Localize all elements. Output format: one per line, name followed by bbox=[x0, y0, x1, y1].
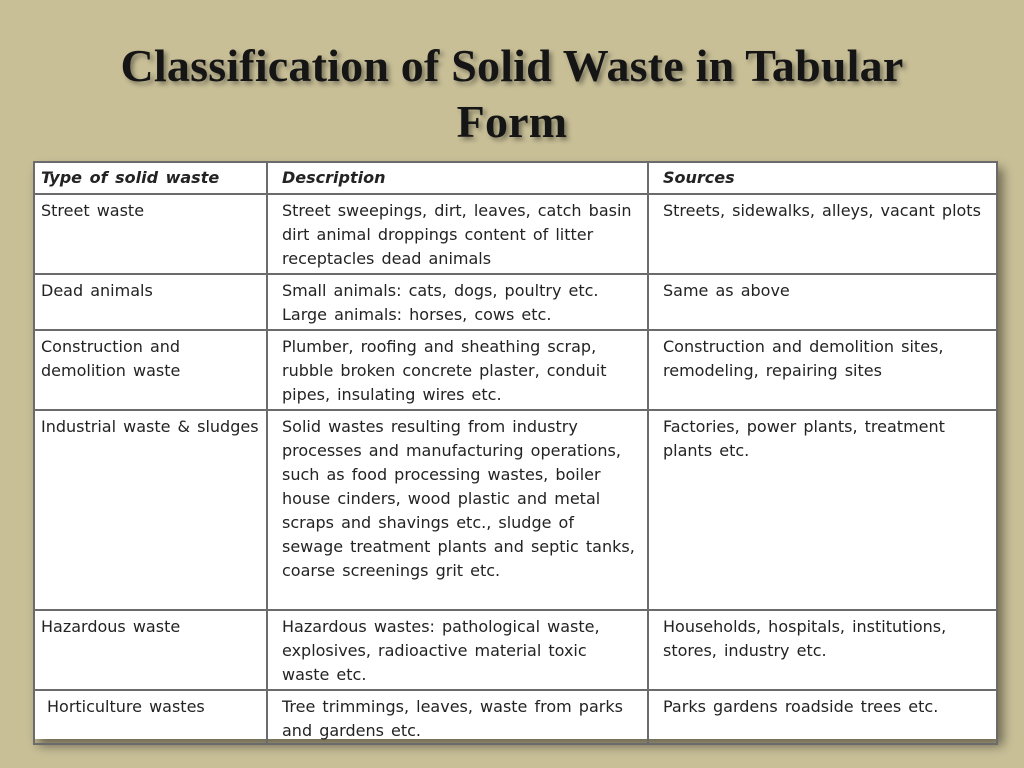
cell-description: Street sweepings, dirt, leaves, catch basin dirt animal droppings content of litter receptacles dead animals bbox=[267, 194, 648, 274]
waste-classification-table bbox=[33, 161, 998, 745]
cell-description: Small animals: cats, dogs, poultry etc. Large animals: horses, cows etc. bbox=[267, 274, 648, 330]
slide-title-line-1: Classification of Solid Waste in Tabular bbox=[120, 40, 904, 91]
cell-sources: Households, hospitals, institutions, stores, industry etc. bbox=[648, 610, 997, 690]
table-row-horticulture-wastes bbox=[34, 690, 997, 744]
table-row-hazardous-waste bbox=[34, 610, 997, 690]
cell-type: Horticulture wastes bbox=[34, 690, 267, 744]
header-type: Type of solid waste bbox=[34, 162, 267, 194]
cell-type: Construction and demolition waste bbox=[34, 330, 267, 410]
cell-sources: Factories, power plants, treatment plants etc. bbox=[648, 410, 997, 610]
cell-sources: Construction and demolition sites, remodeling, repairing sites bbox=[648, 330, 997, 410]
table-header-row bbox=[34, 162, 997, 194]
table-row-dead-animals bbox=[34, 274, 997, 330]
cell-type: Industrial waste & sludges bbox=[34, 410, 267, 610]
cell-sources: Parks gardens roadside trees etc. bbox=[648, 690, 997, 744]
cell-description: Solid wastes resulting from industry processes and manufacturing operations, such as food processing wastes, boiler house cinders, wood plastic and metal scraps and shavings etc., sludge of sewage treatment plants and septic tanks, coarse screenings grit etc. bbox=[267, 410, 648, 610]
table-row-construction-demolition bbox=[34, 330, 997, 410]
table-row-industrial-waste bbox=[34, 410, 997, 610]
slide-title bbox=[40, 38, 984, 150]
table-row-street-waste bbox=[34, 194, 997, 274]
cell-type: Street waste bbox=[34, 194, 267, 274]
cell-type: Hazardous waste bbox=[34, 610, 267, 690]
cell-sources: Streets, sidewalks, alleys, vacant plots bbox=[648, 194, 997, 274]
header-description: Description bbox=[267, 162, 648, 194]
cell-description: Tree trimmings, leaves, waste from parks and gardens etc. bbox=[267, 690, 648, 744]
cell-description: Hazardous wastes: pathological waste, explosives, radioactive material toxic waste etc. bbox=[267, 610, 648, 690]
cell-type: Dead animals bbox=[34, 274, 267, 330]
header-sources: Sources bbox=[648, 162, 997, 194]
cell-description: Plumber, roofing and sheathing scrap, rubble broken concrete plaster, conduit pipes, insulating wires etc. bbox=[267, 330, 648, 410]
waste-classification-table-wrapper bbox=[33, 161, 998, 739]
slide-title-line-2: Form bbox=[456, 96, 568, 147]
cell-sources: Same as above bbox=[648, 274, 997, 330]
